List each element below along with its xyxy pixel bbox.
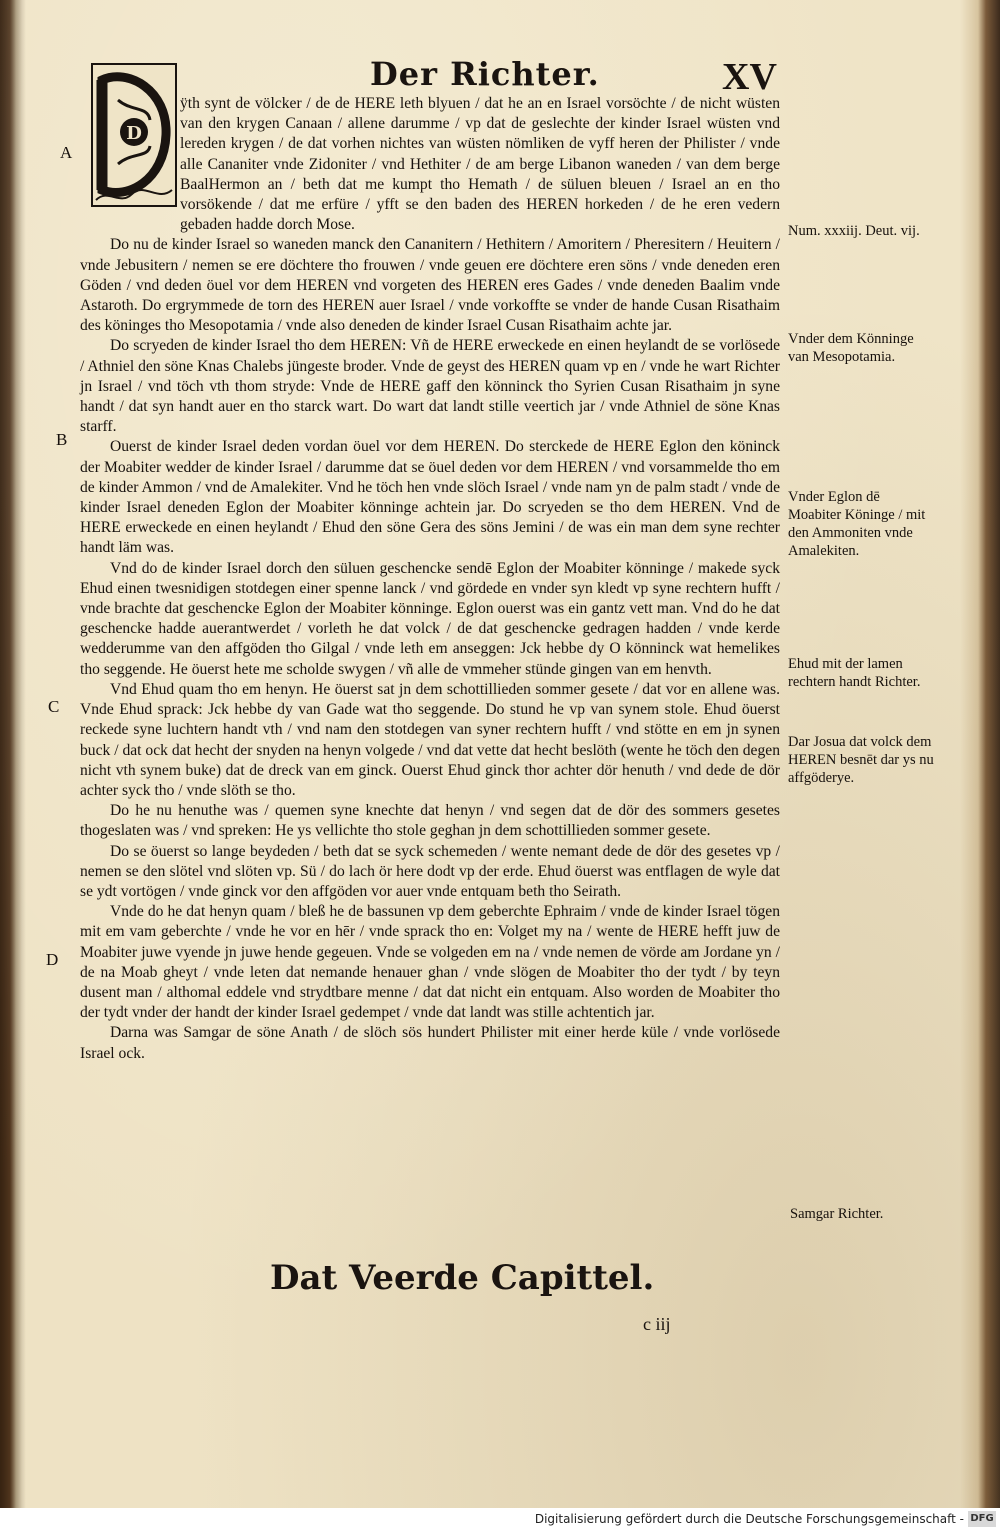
paragraph-9: Vnde do he dat henyn quam / bleß he de bassunen vp dem geberchte Ephraim / vnde de kinder Israel tögen mit em vam geberchte / vnde he vor en hēr / vnde sprack tho en: Volget my na / wente de HERE hefft juw de Moabiter juwe vyende jn juwe hende gegeuen. Vnde se volgeden em na / vnde nemen de vörde am Jordane yn / de na Moab gheyt / vnde leten dat nemande henauer ghan / vnde slögen de Moabiter tho der tydt / by teyn dusent man / althomal eddele vnd strydtbare menne / dat dat nicht ein entquam. Also worden de Moabiter tho der tydt vnder der handt der kinder Israel gedempet / vnde dat landt was stille achtentich jar. <box>80 903 780 1022</box>
dfg-logo: DFG <box>968 1511 996 1527</box>
folio-number: XV <box>722 56 777 98</box>
paragraph-7: Do he nu henuthe was / quemen syne knechte dat henyn / vnd segen dat de dör des sommers gesetes thogeslaten was / vnd spreken: He ys vellichte tho stole geghan jn dem schottillieden sommer gesete. <box>80 802 780 840</box>
body-text <box>80 94 780 1064</box>
margin-note-4: Ehud mit der lamen rechtern handt Richter. <box>788 656 921 690</box>
paragraph-6: Vnd Ehud quam tho em henyn. He öuerst sat jn dem schottillieden sommer gesete / dat vor en allene was. Vnde Ehud sprack: Jck hebbe dy van Gade wat tho seggende. Do stund he vp van synem stole. Ehud öuerst reckede syne luchtern handt vth / vnd nam den stotdegen van syner rechtern hufft / vnd stötte en em jn synen buck / dat ock dat hecht der snyden na henyn volgede / vnd dat vette dat hecht beslöth (wente he töch den degen nicht vth synem buke) dat de dreck van em ginck. Ouerst Ehud ginck thor achter dör henuth / vnd dede de dör achter syck tho / vnde slöth se tho. <box>80 680 780 799</box>
section-mark-d: D <box>46 950 59 969</box>
initial-letter-glyph: D <box>126 123 142 144</box>
chapter-heading: Dat Veerde Capittel. <box>270 1258 655 1298</box>
paragraph-1: ÿth synt de völcker / de de HERE leth blyuen / dat he an en Israel vorsöchte / de nicht wüsten van den krygen Canaan / allene darumme / vp dat de geslechte der kinder Israel wüsten vnd lereden krygen / de dat vorhen nichtes van wüsten nömliken de vyff heren der Philister / vnde alle Cananiter vnde Zidoniter / vnd Hethiter / de am berge Libanon waneden / van dem berge BaalHermon an / beth dat me kumpt tho Hemath / de süluen bleuen / Israel an en tho vorsökende / dat me erfüre / yfft se den baden des HEREN horkeden / de he eren vedern gebaden hadde dorch Mose. <box>180 95 780 234</box>
footer-credit: Digitalisierung gefördert durch die Deutsche Forschungsgemeinschaft - <box>534 1512 964 1526</box>
section-mark-a: A <box>60 143 73 162</box>
running-title: Der Richter. <box>370 55 600 93</box>
paragraph-10: Darna was Samgar de söne Anath / de slöch sös hundert Philister mit einer herde küle / vnde vorlösede Israel ock. <box>80 1024 780 1062</box>
section-mark-c: C <box>48 697 60 716</box>
binding-shadow <box>0 0 26 1508</box>
section-mark-b: B <box>56 430 68 449</box>
digitization-footer <box>0 1508 1000 1531</box>
margin-note-3: Vnder Eglon dē Moabiter Köninge / mit den Ammoniten vnde Amalekiten. <box>788 489 926 559</box>
paragraph-4: Ouerst de kinder Israel deden vordan öuel vor dem HEREN. Do sterckede de HERE Eglon den köninck der Moabiter wedder de kinder Israel / darumme dat se öuel deden vor dem HEREN / vnd vorsammelde tho em de kinder Ammon / vnd de Amalekiter. Vnd he töch hen vnde slöch Israel / vnde nam yn de palm stadt / vnde de kinder Israel deneden Eglon der Moabiter könninge achtein jar. Do scryeden se tho dem HEREN. Vnd de HERE erweckede en einen heylandt / Ehud den söne Gera des söns Jemini / de was ein man dem syne rechter handt läm was. <box>80 438 780 557</box>
paragraph-5: Vnd do de kinder Israel dorch den süluen geschencke sendē Eglon der Moabiter könninge / makede syck Ehud einen twesnidigen stotdegen einer spenne lanck / vnd gördede en vnder syn kledt vp syne rechtern hufft / vnde brachte dat geschencke Eglon der Moabiter könninge. Eglon ouerst was ein gantz vett man. Vnd do he dat geschencke hadde auerantwerdet / vorleth he dat volck / de dat geschencke gedragen hadden / vnde kerde wedderumme van den affgöden tho Gilgal / vnde leth em anseggen: Jck hebbe dy O könninck wat hemelikes tho seggende. He öuerst hete me scholde swygen / vñ alle de vmmeher stünde gingen van em henvth. <box>80 559 780 678</box>
page-header <box>360 55 830 98</box>
margin-note-2: Vnder dem Könninge van Mesopotamia. <box>788 331 914 365</box>
margin-note-1: Num. xxxiij. Deut. vij. <box>788 223 920 239</box>
margin-note-5: Dar Josua dat volck dem HEREN besnēt dar ys nu affgöderye. <box>788 734 934 786</box>
paragraph-2: Do nu de kinder Israel so waneden manck den Cananitern / Hethitern / Amoritern / Pheresitern / Heuitern / vnde Jebusitern / nemen se ere döchtere tho frouwen / vnde geuen ere döchtere eren söns / vnde deneden eren Göden / vnd deden öuel vor dem HEREN vnd vorgeten des HEREN eres Gades / vnde deneden Baalim vnde Astaroth. Do ergrymmede de torn des HEREN auer Israel / vnde vorkoffte se vnder de hande Cusan Risathaim des köninges tho Mesopotamia / vnde also deneden de kinder Israel Cusan Risathaim achte jar. <box>80 236 780 335</box>
paragraph-8: Do se öuerst so lange beydeden / beth dat se syck schemeden / wente nemant dede de dör des gesetes vp / nemen se den slötel vnd slöten vp. Sü / do lach ör here dodt vp der erde. Ehud öuerst was entflagen de wyle dat se ydt vortögen / vnde ginck vor den affgöden vor auer vnde entquam beth tho Seirath. <box>80 842 780 900</box>
signature-mark: c iij <box>643 1314 671 1334</box>
paragraph-3: Do scryeden de kinder Israel tho dem HEREN: Vñ de HERE erweckede en einen heylandt de se vorlösede / Athniel den söne Knas Chalebs jüngeste broder. Vnde de geyst des HEREN quam vp en / vnde he wart Richter jn Israel / vnd töch vth thom stryde: Vnde de HERE gaff den könninck tho Syrien Cusan Risathaim jn syne handt / dat syn handt auer en tho starck wart. Do wart dat landt stille veertich jar / vnde Athniel de söne Knas starff. <box>80 337 780 436</box>
margin-note-6: Samgar Richter. <box>790 1206 884 1222</box>
